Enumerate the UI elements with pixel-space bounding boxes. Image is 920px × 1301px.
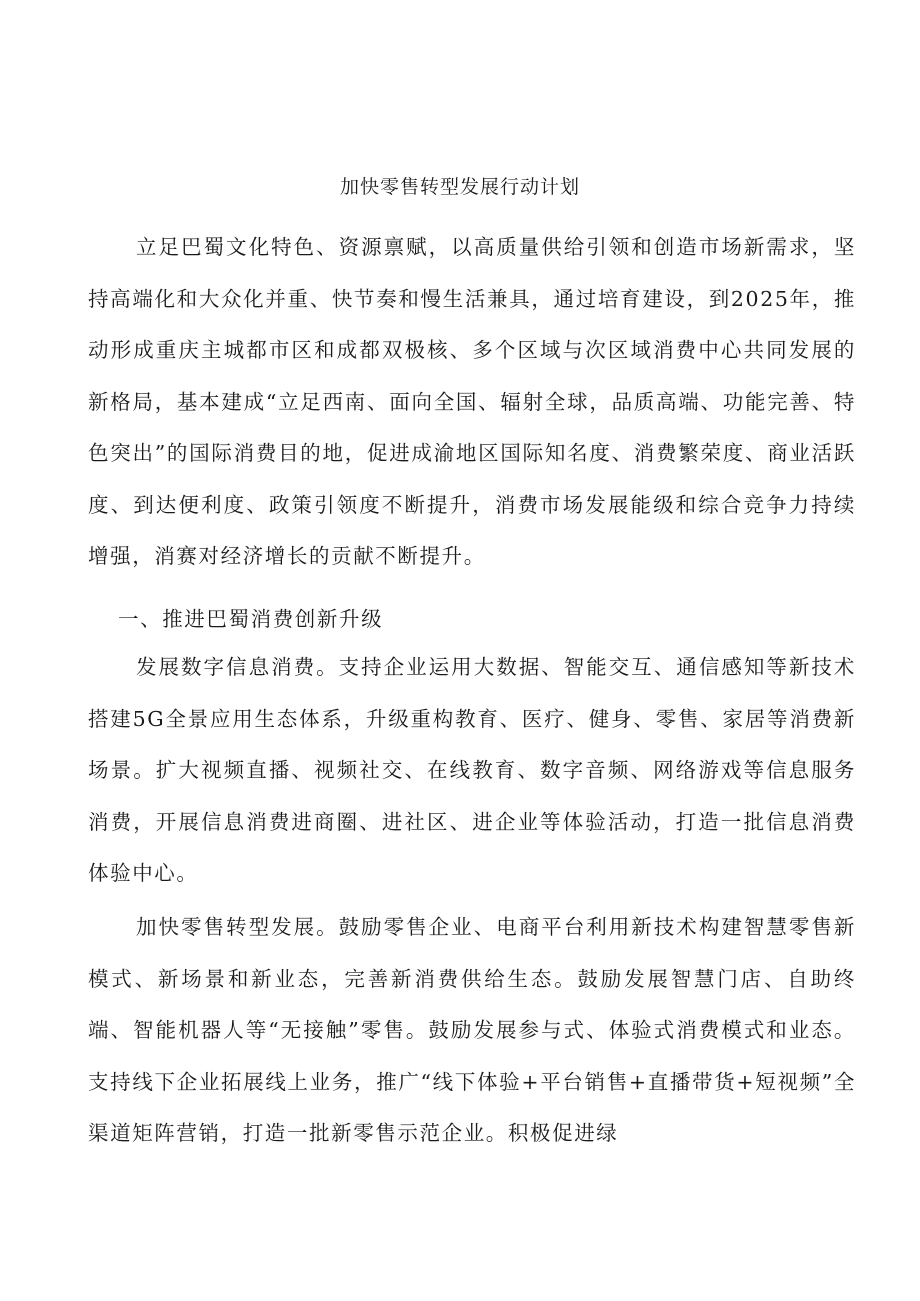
paragraph-digital-consumption: 发展数字信息消费。支持企业运用大数据、智能交互、通信感知等新技术搭建5G全景应用生态体系，升级重构教育、医疗、健身、零售、家居等消费新场景。扩大视频直播、视频社交、在线教育、数字音频、网络游戏等信息服务消费，开展信息消费进商圈、进社区、进企业等体验活动，打造一批信息消费体验中心。 [88, 655, 856, 885]
paragraph-retail-transformation: 加快零售转型发展。鼓励零售企业、电商平台利用新技术构建智慧零售新模式、新场景和新业态，完善新消费供给生态。鼓励发展智慧门店、自助终端、智能机器人等“无接触”零售。鼓励发展参与式、体验式消费模式和业态。支持线下企业拓展线上业务，推广“线下体验+平台销售+直播带货+短视频”全渠道矩阵营销，打造一批新零售示范企业。积极促进绿 [88, 915, 856, 1145]
intro-paragraph: 立足巴蜀文化特色、资源禀赋，以高质量供给引领和创造市场新需求，坚持高端化和大众化并重、快节奏和慢生活兼具，通过培育建设，到2025年，推动形成重庆主城都市区和成都双极核、多个区域与次区域消费中心共同发展的新格局，基本建成“立足西南、面向全国、辐射全球，品质高端、功能完善、特色突出”的国际消费目的地，促进成渝地区国际知名度、消费繁荣度、商业活跃度、到达便利度、政策引领度不断提升，消费市场发展能级和综合竞争力持续增强，消赛对经济增长的贡献不断提升。 [88, 235, 856, 568]
document-title: 加快零售转型发展行动计划 [339, 176, 580, 198]
section-heading: 一、推进巴蜀消费创新升级 [118, 607, 384, 631]
